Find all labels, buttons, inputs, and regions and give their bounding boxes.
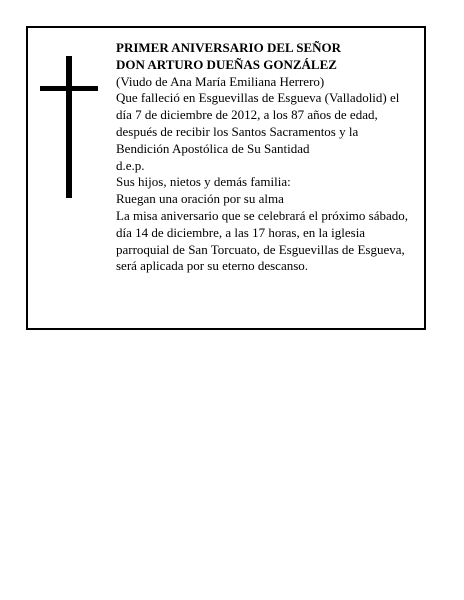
death-line: Que falleció en Esguevillas de Esgueva (Valladolid) el: [116, 90, 400, 106]
death-line: Bendición Apostólica de Su Santidad: [116, 140, 310, 156]
widower-note: (Viudo de Ana María Emiliana Herrero): [116, 73, 325, 89]
rip-text: d.e.p.: [116, 157, 145, 173]
death-line: después de recibir los Santos Sacramentos y la: [116, 123, 359, 139]
cross-icon: [40, 56, 98, 198]
mass-line: La misa aniversario que se celebrará el próximo sábado,: [116, 207, 409, 223]
death-line: día 7 de diciembre de 2012, a los 87 años de edad,: [116, 107, 378, 123]
notice-text: [116, 40, 424, 275]
notice-title-line-2: DON ARTURO DUEÑAS GONZÁLEZ: [116, 56, 337, 72]
mass-line: parroquial de San Torcuato, de Esguevillas de Esgueva,: [116, 241, 405, 257]
cross-horizontal-bar: [40, 86, 98, 91]
obituary-notice: [26, 26, 426, 330]
family-line: Sus hijos, nietos y demás familia:: [116, 174, 291, 190]
prayer-line: Ruegan una oración por su alma: [116, 191, 284, 207]
cross-vertical-bar: [66, 56, 72, 198]
notice-title-line-1: PRIMER ANIVERSARIO DEL SEÑOR: [116, 40, 342, 55]
mass-line: será aplicada por su eterno descanso.: [116, 258, 309, 274]
mass-line: día 14 de diciembre, a las 17 horas, en la iglesia: [116, 224, 366, 240]
